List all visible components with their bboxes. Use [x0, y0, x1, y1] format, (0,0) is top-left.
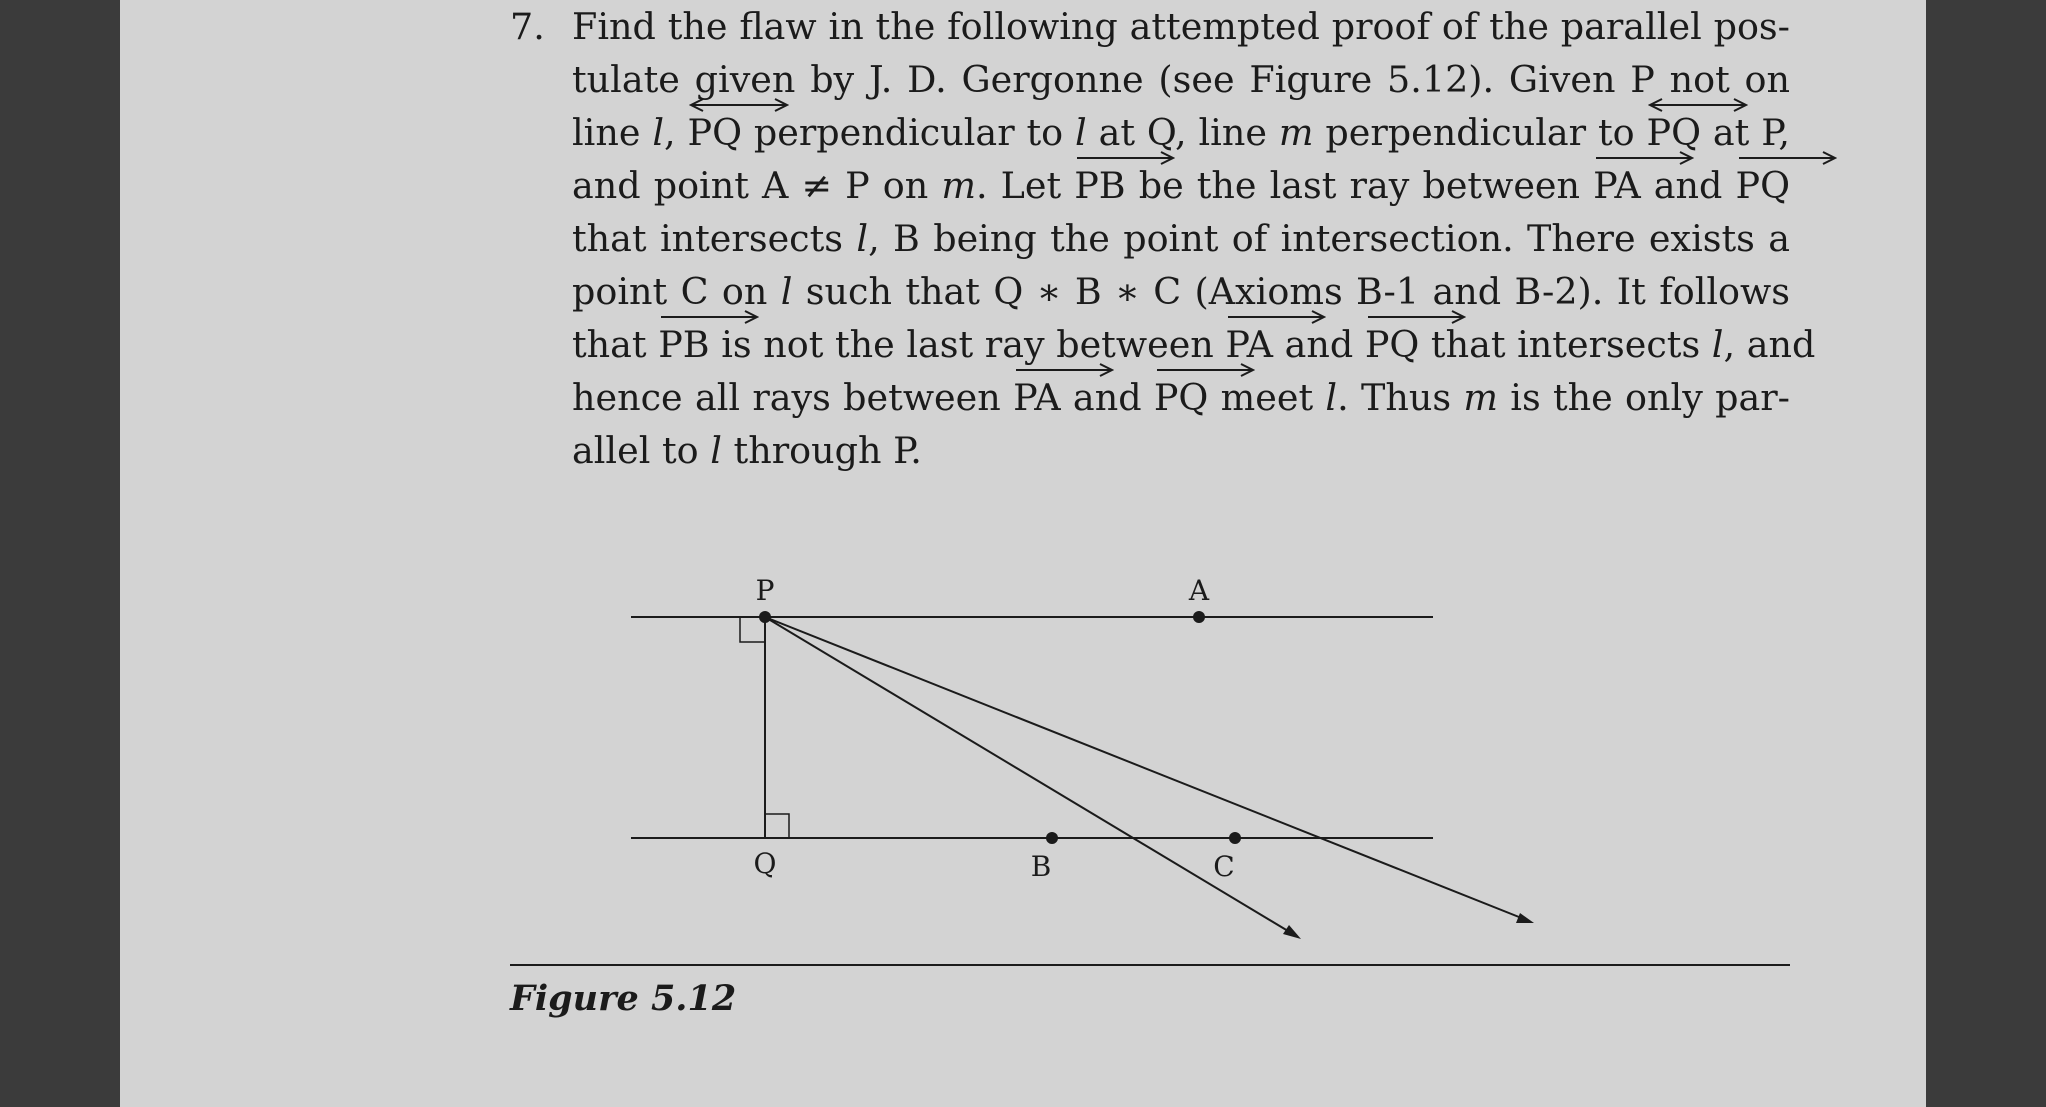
text-line: and point A ≠ P on m. Let PB be the last ray between PA and PQ — [572, 159, 1790, 212]
notation-letters: PA — [1593, 164, 1641, 207]
left-margin — [0, 0, 120, 1107]
label-q: Q — [753, 847, 777, 880]
math-variable: m — [1278, 111, 1314, 154]
right-margin — [1926, 0, 2046, 1107]
math-variable: l — [652, 111, 665, 154]
notation-letters: PQ — [1364, 323, 1420, 366]
notation-letters: PA — [1225, 323, 1273, 366]
math-variable: l — [1711, 323, 1724, 366]
text-line: that intersects l, B being the point of intersection. There exists a — [572, 217, 1790, 260]
text-line: hence all rays between PA and PQ meet l. Thus m is the only par- — [572, 371, 1790, 424]
figure-caption: Figure 5.12 — [510, 978, 737, 1019]
text-line: point C on l such that Q ∗ B ∗ C (Axioms B-1 and B-2). It follows — [572, 270, 1791, 313]
label-a: A — [1188, 574, 1210, 607]
math-variable: l — [1325, 376, 1338, 419]
text-line: line l, PQ perpendicular to l at Q, line m perpendicular to PQ at P, — [572, 106, 1790, 159]
ray-pc — [765, 617, 1524, 919]
notation-letters: PQ — [1735, 164, 1790, 207]
point-c — [1229, 832, 1241, 844]
math-variable: l — [856, 217, 869, 260]
point-p — [759, 611, 771, 623]
text-line: tulate given by J. D. Gergonne (see Figure 5.12). Given P not on — [572, 58, 1790, 101]
math-variable: m — [1463, 376, 1498, 419]
point-a — [1193, 611, 1205, 623]
math-variable: m — [941, 164, 976, 207]
exercise-number: 7. — [510, 5, 545, 48]
figure-rule — [510, 964, 1790, 966]
book-page — [120, 0, 1926, 1107]
label-c: C — [1213, 850, 1235, 883]
figure-5-12 — [120, 0, 1926, 1107]
notation-letters: PQ — [1153, 376, 1209, 419]
notation-letters: PB — [658, 323, 710, 366]
text-line: Find the flaw in the following attempted proof of the parallel pos- — [572, 5, 1790, 48]
text-line: allel to l through P. — [572, 429, 922, 472]
point-b — [1046, 832, 1058, 844]
math-variable: l — [1075, 111, 1087, 154]
math-variable: l — [780, 270, 793, 313]
ray-pb-arrowhead — [1283, 925, 1301, 939]
label-p: P — [755, 574, 775, 607]
math-variable: l — [710, 429, 722, 472]
ray-pb — [765, 617, 1293, 934]
notation-letters: PQ — [687, 111, 742, 154]
ray-pc-arrowhead — [1516, 913, 1534, 923]
notation-letters: PA — [1013, 376, 1061, 419]
right-angle-q — [765, 814, 789, 838]
notation-letters: PB — [1074, 164, 1126, 207]
label-b: B — [1030, 850, 1052, 883]
notation-letters: PQ — [1646, 111, 1702, 154]
text-line: that PB is not the last ray between PA and PQ that intersects l, and — [572, 318, 1790, 371]
